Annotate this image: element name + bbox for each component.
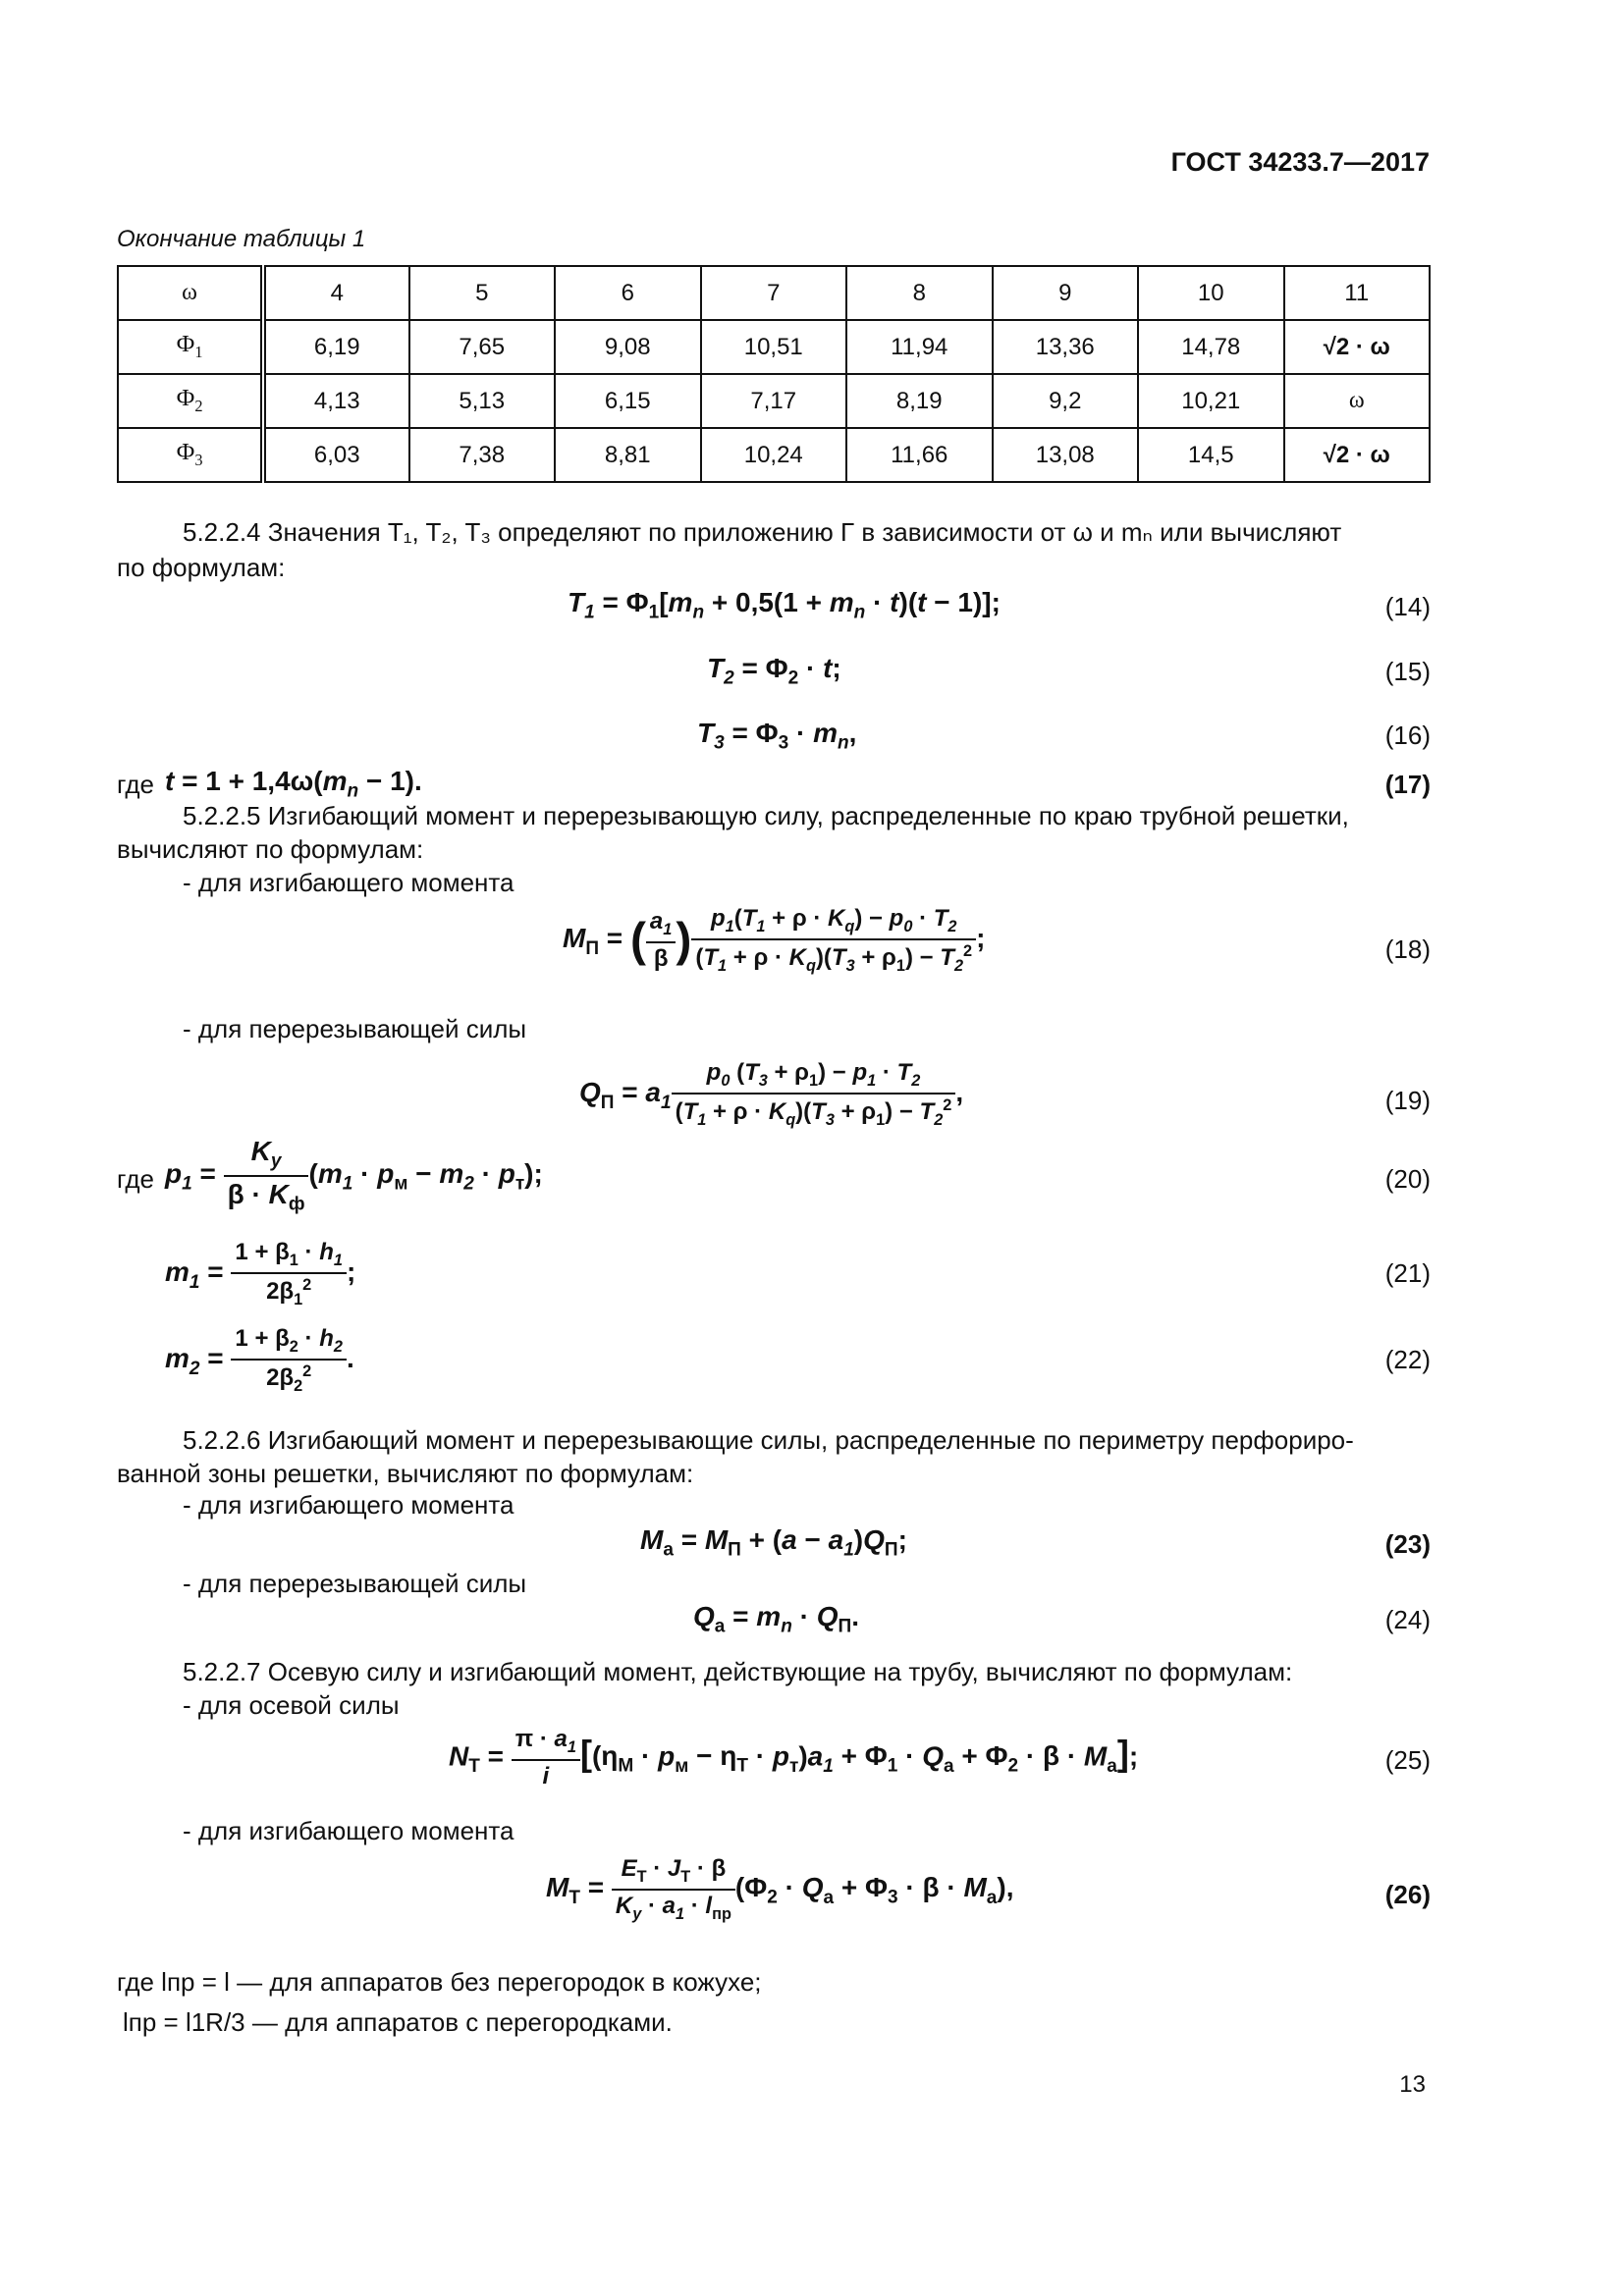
note-line1: где lпр = l — для аппаратов без перегородок в кожухе; bbox=[117, 1967, 762, 1997]
table-cell: 11,94 bbox=[846, 320, 993, 374]
row-label-symbol: Ф bbox=[176, 332, 195, 358]
equation-number-22: (22) bbox=[1384, 1345, 1431, 1374]
formula-16: $T_3 = \Phi_3 \cdot m_n$, bbox=[697, 718, 857, 754]
table-cell: 6,15 bbox=[555, 374, 701, 428]
table-header-cell: 5 bbox=[409, 266, 556, 320]
table-cell: 13,36 bbox=[993, 320, 1139, 374]
para-5224-line1: 5.2.2.4 Значения T₁, T₂, T₃ определяют по приложению Г в зависимости от ω и mₙ или вычисляют bbox=[183, 517, 1342, 547]
para-5227-item2: - для изгибающего момента bbox=[183, 1816, 514, 1845]
equation-number-19: (19) bbox=[1384, 1086, 1431, 1115]
row-label-symbol: Ф bbox=[176, 440, 195, 466]
table-cell: 9,2 bbox=[993, 374, 1139, 428]
page-number: 13 bbox=[1399, 2071, 1426, 2098]
table-cell: 6,19 bbox=[263, 320, 409, 374]
row-label-phi2 bbox=[118, 374, 263, 428]
equation-number-25: (25) bbox=[1384, 1745, 1431, 1775]
where-label-p1: где bbox=[117, 1164, 154, 1194]
para-5227-line1: 5.2.2.7 Осевую силу и изгибающий момент, действующие на трубу, вычисляют по формулам: bbox=[183, 1657, 1293, 1686]
table-header-cell: 7 bbox=[701, 266, 847, 320]
equation-number-24: (24) bbox=[1384, 1605, 1431, 1634]
para-5224-line2: по формулам: bbox=[117, 553, 286, 582]
para-5225-item2: - для перерезывающей силы bbox=[183, 1014, 527, 1043]
equation-number-18: (18) bbox=[1384, 934, 1431, 964]
table-row bbox=[118, 320, 1430, 374]
table-cell: 4,13 bbox=[263, 374, 409, 428]
table-header-cell: 11 bbox=[1284, 266, 1431, 320]
table-cell: 7,38 bbox=[409, 428, 556, 482]
table-cell: 7,17 bbox=[701, 374, 847, 428]
para-5226-line2: ванной зоны решетки, вычисляют по формулам: bbox=[117, 1459, 694, 1488]
table-header-row bbox=[118, 266, 1430, 320]
table-header-cell: 8 bbox=[846, 266, 993, 320]
formula-22: $m_2$ = $\frac{1 + \beta_2 \cdot h_2}{2\beta_2^2}$ . bbox=[165, 1325, 354, 1395]
para-5225-item1: - для изгибающего момента bbox=[183, 868, 514, 897]
table-caption: Окончание таблицы 1 bbox=[117, 226, 366, 252]
formula-15: $T_2 = \Phi_2 \cdot t$; bbox=[707, 653, 841, 689]
table-cell: 9,08 bbox=[555, 320, 701, 374]
formula-24: $Q_a = m_n \cdot Q_П$. bbox=[693, 1601, 859, 1637]
equation-number-15: (15) bbox=[1384, 657, 1431, 686]
table-header-cell: 9 bbox=[993, 266, 1139, 320]
row-label-phi3 bbox=[118, 428, 263, 482]
table-cell: 14,78 bbox=[1138, 320, 1284, 374]
table-cell: 11,66 bbox=[846, 428, 993, 482]
table-header-omega: ω bbox=[118, 266, 263, 320]
table-header-cell: 6 bbox=[555, 266, 701, 320]
table-cell: 6,03 bbox=[263, 428, 409, 482]
table-cell: 13,08 bbox=[993, 428, 1139, 482]
row-label-subscript: 3 bbox=[194, 450, 203, 469]
formula-20: $p_1$ = $\frac{K_y}{\beta \cdot K_ф}$ $(m_1 \cdot p_м - m_2 \cdot p_т)$; bbox=[165, 1136, 543, 1215]
equation-number-21: (21) bbox=[1384, 1258, 1431, 1288]
table-cell: 10,24 bbox=[701, 428, 847, 482]
table-cell: 7,65 bbox=[409, 320, 556, 374]
table-cell: √2 · ω bbox=[1284, 320, 1431, 374]
para-5225-line2: вычисляют по формулам: bbox=[117, 834, 424, 864]
formula-26: $M_T$ = $\frac{E_T \cdot J_T \cdot \beta}{K_y \cdot a_1 \cdot l_{пр}}$ $(\Phi_2 \cdot Q_a + \Phi_3 \cdot \beta \cdot M_a)$, bbox=[546, 1855, 1014, 1923]
equation-number-16: (16) bbox=[1384, 721, 1431, 750]
table-header-cell: 10 bbox=[1138, 266, 1284, 320]
formula-18: $M_П$ = ( $\frac{a_1}{\beta}$ ) $\frac{p_1(T_1 + \rho \cdot K_q) - p_0 \cdot T_2}{(T_1 + \rho \cdot K_q)(T_3 + \rho_1) - T_2^2}$ ; bbox=[563, 905, 986, 975]
formula-21: $m_1$ = $\frac{1 + \beta_1 \cdot h_1}{2\beta_1^2}$ ; bbox=[165, 1239, 356, 1308]
document-id: ГОСТ 34233.7—2017 bbox=[1170, 147, 1430, 177]
where-label-t: где bbox=[117, 770, 154, 799]
coefficient-table bbox=[117, 265, 1431, 483]
table-cell: 14,5 bbox=[1138, 428, 1284, 482]
formula-14: $T_1 = \Phi_1[m_n + 0,5(1 + m_n \cdot t)(t - 1)]$; bbox=[568, 587, 1001, 623]
table-cell: 5,13 bbox=[409, 374, 556, 428]
formula-23: $M_a = M_П + (a - a_1)Q_П$; bbox=[640, 1524, 907, 1561]
para-5227-item1: - для осевой силы bbox=[183, 1690, 400, 1720]
table-cell: 10,21 bbox=[1138, 374, 1284, 428]
formula-17: $t = 1 + 1,4\omega(m_n - 1)$. bbox=[165, 766, 422, 802]
equation-number-26: (26) bbox=[1384, 1880, 1431, 1909]
equation-number-20: (20) bbox=[1384, 1164, 1431, 1194]
equation-number-17: (17) bbox=[1384, 770, 1431, 799]
table-row bbox=[118, 374, 1430, 428]
equation-number-23: (23) bbox=[1384, 1529, 1431, 1559]
para-5226-line1: 5.2.2.6 Изгибающий момент и перерезывающие силы, распределенные по периметру перфориро- bbox=[183, 1425, 1354, 1455]
table-cell: √2 · ω bbox=[1284, 428, 1431, 482]
row-label-subscript: 2 bbox=[194, 396, 203, 415]
formula-25: $N_T$ = $\frac{\pi \cdot a_1}{i}$ $[(\eta_M \cdot p_м - \eta_T \cdot p_т)a_1 + \Phi_1 \cdot Q_a + \Phi_2 \cdot \beta \cdot M_a]$; bbox=[449, 1726, 1139, 1789]
para-5226-item1: - для изгибающего момента bbox=[183, 1490, 514, 1520]
para-5226-item2: - для перерезывающей силы bbox=[183, 1569, 527, 1598]
table-cell: 8,19 bbox=[846, 374, 993, 428]
table-cell: 10,51 bbox=[701, 320, 847, 374]
para-5225-line1: 5.2.2.5 Изгибающий момент и перерезывающую силу, распределенные по краю трубной решетки, bbox=[183, 801, 1349, 830]
row-label-subscript: 1 bbox=[194, 342, 203, 361]
table-cell: ω bbox=[1284, 374, 1431, 428]
table-header-cell: 4 bbox=[263, 266, 409, 320]
row-label-symbol: Ф bbox=[176, 386, 195, 412]
note-line2: lпр = l1R/3 — для аппаратов с перегородками. bbox=[123, 2007, 673, 2037]
table-cell: 8,81 bbox=[555, 428, 701, 482]
formula-19: $Q_П = a_1$ $\frac{p_0 (T_3 + \rho_1) - p_1 \cdot T_2}{(T_1 + \rho \cdot K_q)(T_3 + \rho_1) - T_2^2}$ , bbox=[579, 1059, 964, 1129]
table-row bbox=[118, 428, 1430, 482]
equation-number-14: (14) bbox=[1384, 592, 1431, 621]
row-label-phi1 bbox=[118, 320, 263, 374]
